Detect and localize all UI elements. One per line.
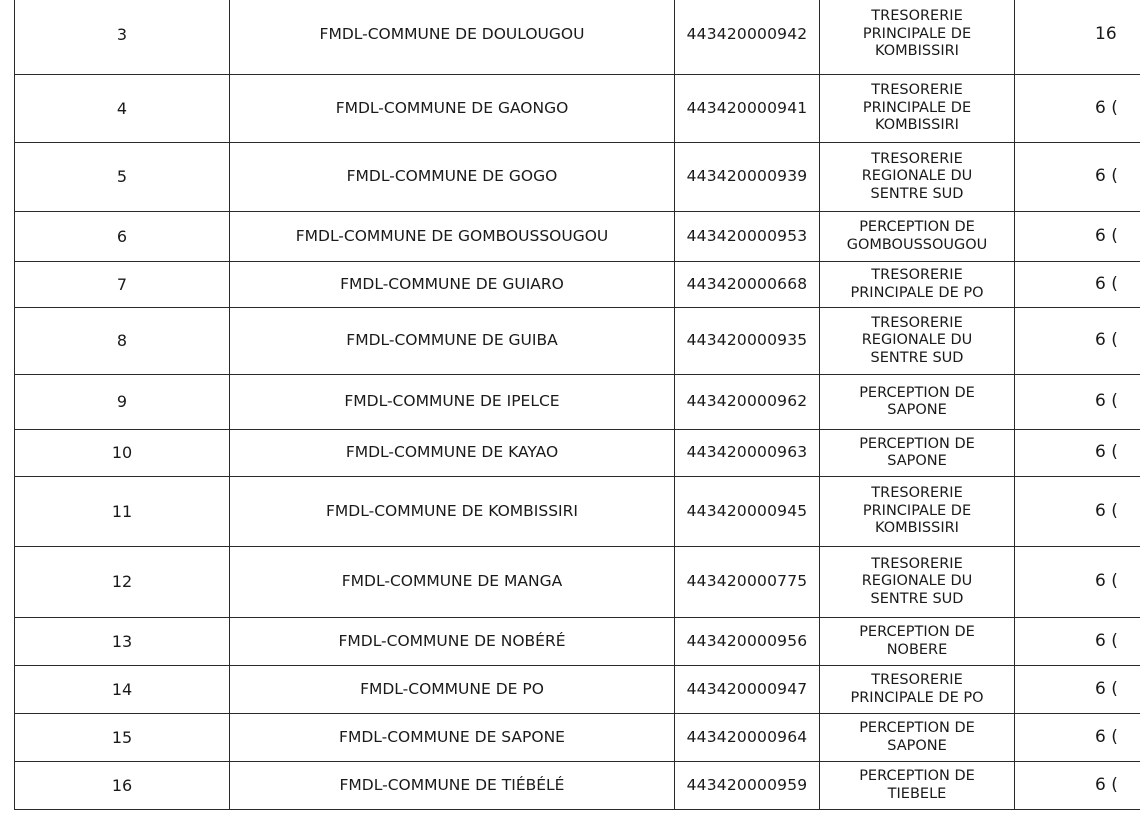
treasury-office-line: SAPONE [887, 402, 947, 418]
treasury-office-line: TRESORERIE [871, 555, 963, 572]
row-number-cell: 13 [15, 618, 230, 666]
commune-name-cell: FMDL-COMMUNE DE SAPONE [230, 714, 675, 762]
row-number-cell: 9 [15, 375, 230, 430]
treasury-office-line: KOMBISSIRI [875, 43, 959, 60]
amount-cell: 6 ( [1015, 547, 1140, 618]
table-row [15, 375, 1140, 430]
commune-name-cell: FMDL-COMMUNE DE GOGO [230, 143, 675, 212]
table-row [15, 547, 1140, 618]
treasury-office-line: PERCEPTION DE [859, 384, 975, 401]
treasury-office-line: PRINCIPALE DE [862, 502, 972, 519]
row-number-cell: 16 [15, 762, 230, 810]
table-row [15, 762, 1140, 810]
treasury-office-cell [820, 75, 1015, 143]
account-number-cell: 443420000964 [675, 714, 820, 762]
table-row [15, 308, 1140, 375]
treasury-office-line: SAPONE [887, 737, 947, 754]
treasury-office-cell [820, 212, 1015, 262]
treasury-office-line: TRESORERIE [871, 8, 963, 25]
commune-name-cell: FMDL-COMMUNE DE DOULOUGOU [230, 0, 675, 75]
treasury-office-line: PERCEPTION DE [859, 720, 975, 736]
treasury-office-cell [820, 308, 1015, 375]
table-row [15, 666, 1140, 714]
treasury-office-line: PRINCIPALE DE PO [850, 689, 984, 706]
treasury-office-line: KOMBISSIRI [875, 117, 959, 134]
commune-name-cell: FMDL-COMMUNE DE NOBÉRÉ [230, 618, 675, 666]
treasury-office-line: SENTRE SUD [870, 349, 964, 366]
commune-name-cell: FMDL-COMMUNE DE GOMBOUSSOUGOU [230, 212, 675, 262]
commune-name-cell: FMDL-COMMUNE DE GUIBA [230, 308, 675, 375]
account-number-cell: 443420000953 [675, 212, 820, 262]
commune-name-cell: FMDL-COMMUNE DE GUIARO [230, 262, 675, 308]
account-number-cell: 443420000941 [675, 75, 820, 143]
treasury-office-line: PRINCIPALE DE PO [850, 284, 984, 301]
treasury-office-cell [820, 143, 1015, 212]
table-row [15, 618, 1140, 666]
commune-name-cell: FMDL-COMMUNE DE MANGA [230, 547, 675, 618]
table-body [15, 0, 1140, 810]
row-number-cell: 15 [15, 714, 230, 762]
account-number-cell: 443420000962 [675, 375, 820, 430]
row-number-cell: 14 [15, 666, 230, 714]
treasury-office-line: TRESORERIE [871, 672, 963, 688]
amount-cell: 6 ( [1015, 477, 1140, 547]
treasury-office-line: TRESORERIE [871, 82, 963, 99]
account-number-cell: 443420000939 [675, 143, 820, 212]
account-number-cell: 443420000963 [675, 430, 820, 477]
row-number-cell: 12 [15, 547, 230, 618]
table-row [15, 430, 1140, 477]
amount-cell: 6 ( [1015, 430, 1140, 477]
table-row [15, 477, 1140, 547]
treasury-office-line: PRINCIPALE DE [862, 25, 972, 42]
amount-cell: 6 ( [1015, 262, 1140, 308]
account-number-cell: 443420000775 [675, 547, 820, 618]
account-number-cell: 443420000942 [675, 0, 820, 75]
commune-name-cell: FMDL-COMMUNE DE GAONGO [230, 75, 675, 143]
commune-name-cell: FMDL-COMMUNE DE TIÉBÉLÉ [230, 762, 675, 810]
treasury-office-cell [820, 714, 1015, 762]
treasury-office-line: NOBERE [886, 641, 948, 658]
row-number-cell: 11 [15, 477, 230, 547]
row-number-cell: 8 [15, 308, 230, 375]
table-row [15, 0, 1140, 75]
commune-name-cell: FMDL-COMMUNE DE KOMBISSIRI [230, 477, 675, 547]
treasury-office-line: REGIONALE DU [861, 573, 973, 590]
treasury-office-cell [820, 0, 1015, 75]
account-number-cell: 443420000947 [675, 666, 820, 714]
treasury-office-line: TRESORERIE [871, 150, 963, 167]
row-number-cell: 6 [15, 212, 230, 262]
commune-accounts-table [14, 0, 1140, 810]
amount-cell: 6 ( [1015, 212, 1140, 262]
table-row [15, 143, 1140, 212]
account-number-cell: 443420000935 [675, 308, 820, 375]
account-number-cell: 443420000945 [675, 477, 820, 547]
treasury-office-line: SENTRE SUD [870, 185, 964, 202]
amount-cell: 6 ( [1015, 666, 1140, 714]
commune-name-cell: FMDL-COMMUNE DE PO [230, 666, 675, 714]
treasury-office-line: GOMBOUSSOUGOU [846, 236, 988, 253]
treasury-office-cell [820, 618, 1015, 666]
treasury-office-line: PRINCIPALE DE [862, 99, 972, 116]
amount-cell: 6 ( [1015, 762, 1140, 810]
treasury-office-line: TRESORERIE [871, 267, 963, 283]
row-number-cell: 3 [15, 0, 230, 75]
table-row [15, 262, 1140, 308]
treasury-office-line: PERCEPTION DE [859, 435, 975, 452]
row-number-cell: 4 [15, 75, 230, 143]
amount-cell: 6 ( [1015, 375, 1140, 430]
amount-cell: 6 ( [1015, 714, 1140, 762]
treasury-office-cell [820, 547, 1015, 618]
commune-name-cell: FMDL-COMMUNE DE KAYAO [230, 430, 675, 477]
treasury-office-line: PERCEPTION DE [859, 768, 975, 784]
treasury-office-line: REGIONALE DU [861, 332, 973, 349]
treasury-office-cell [820, 262, 1015, 308]
treasury-office-line: PERCEPTION DE [859, 624, 975, 640]
amount-cell: 6 ( [1015, 143, 1140, 212]
treasury-office-cell [820, 762, 1015, 810]
treasury-office-line: TIEBELE [887, 785, 947, 802]
treasury-office-line: KOMBISSIRI [875, 520, 959, 537]
treasury-office-line: SAPONE [887, 453, 947, 469]
table-row [15, 212, 1140, 262]
account-number-cell: 443420000956 [675, 618, 820, 666]
treasury-office-cell [820, 666, 1015, 714]
treasury-office-cell [820, 375, 1015, 430]
treasury-office-cell [820, 477, 1015, 547]
treasury-office-line: SENTRE SUD [870, 590, 964, 607]
row-number-cell: 7 [15, 262, 230, 308]
amount-cell: 6 ( [1015, 75, 1140, 143]
commune-name-cell: FMDL-COMMUNE DE IPELCE [230, 375, 675, 430]
treasury-office-cell [820, 430, 1015, 477]
treasury-office-line: REGIONALE DU [861, 168, 973, 185]
treasury-office-line: PERCEPTION DE [859, 219, 975, 235]
treasury-office-line: TRESORERIE [871, 314, 963, 331]
table-row [15, 714, 1140, 762]
row-number-cell: 10 [15, 430, 230, 477]
amount-cell: 6 ( [1015, 618, 1140, 666]
amount-cell: 6 ( [1015, 308, 1140, 375]
treasury-office-line: TRESORERIE [871, 485, 963, 502]
row-number-cell: 5 [15, 143, 230, 212]
table-row [15, 75, 1140, 143]
account-number-cell: 443420000959 [675, 762, 820, 810]
account-number-cell: 443420000668 [675, 262, 820, 308]
amount-cell: 16 [1015, 0, 1140, 75]
